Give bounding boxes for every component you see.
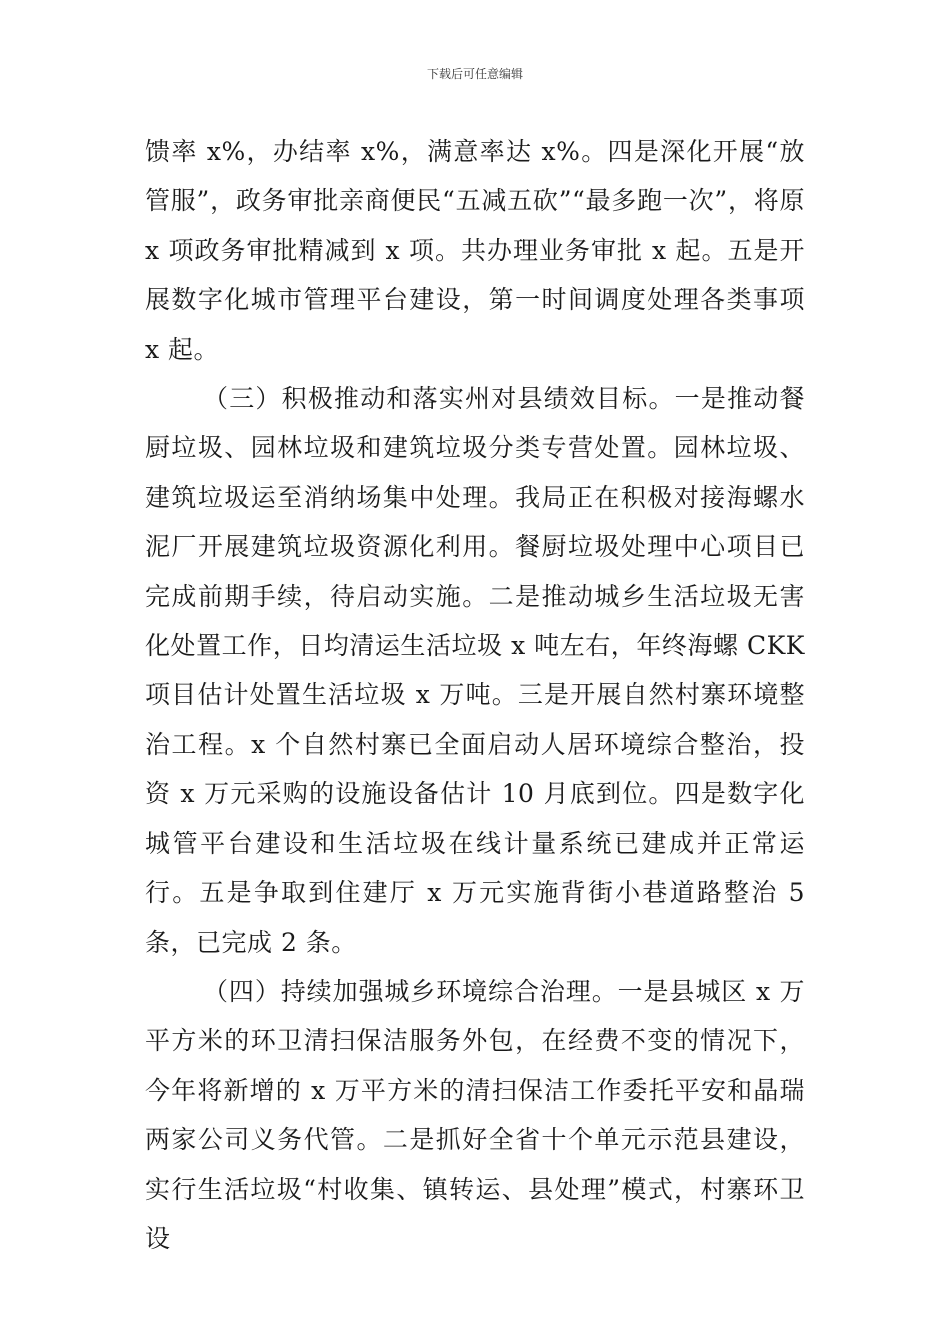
document-body bbox=[145, 127, 805, 1263]
paragraph-section-three: （三）积极推动和落实州对县绩效目标。一是推动餐厨垃圾、园林垃圾和建筑垃圾分类专营处置。园林垃圾、建筑垃圾运至消纳场集中处理。我局正在积极对接海螺水泥厂开展建筑垃圾资源化利用。餐厨垃圾处理中心项目已完成前期手续，待启动实施。二是推动城乡生活垃圾无害化处置工作，日均清运生活垃圾 x 吨左右，年终海螺 CKK 项目估计处置生活垃圾 x 万吨。三是开展自然村寨环境整治工程。x 个自然村寨已全面启动人居环境综合整治，投资 x 万元采购的设施设备估计 10 月底到位。四是数字化城管平台建设和生活垃圾在线计量系统已建成并正常运行。五是争取到住建厅 x 万元实施背街小巷道路整治 5 条，已完成 2 条。 bbox=[145, 384, 805, 957]
paragraph-section-four: （四）持续加强城乡环境综合治理。一是县城区 x 万平方米的环卫清扫保洁服务外包，在经费不变的情况下，今年将新增的 x 万平方米的清扫保洁工作委托平安和晶瑞两家公司义务代管。二是抓好全省十个单元示范县建设，实行生活垃圾“村收集、镇转运、县处理”模式，村寨环卫设 bbox=[145, 976, 805, 1253]
paragraph-continuation: 馈率 x%，办结率 x%，满意率达 x%。四是深化开展“放管服”，政务审批亲商便民“五减五砍”“最多跑一次”，将原 x 项政务审批精减到 x 项。共办理业务审批 x 起。五是开展数字化城市管理平台建设，第一时间调度处理各类事项 x 起。 bbox=[145, 137, 805, 364]
page-header-note: 下载后可任意编辑 bbox=[426, 67, 523, 81]
